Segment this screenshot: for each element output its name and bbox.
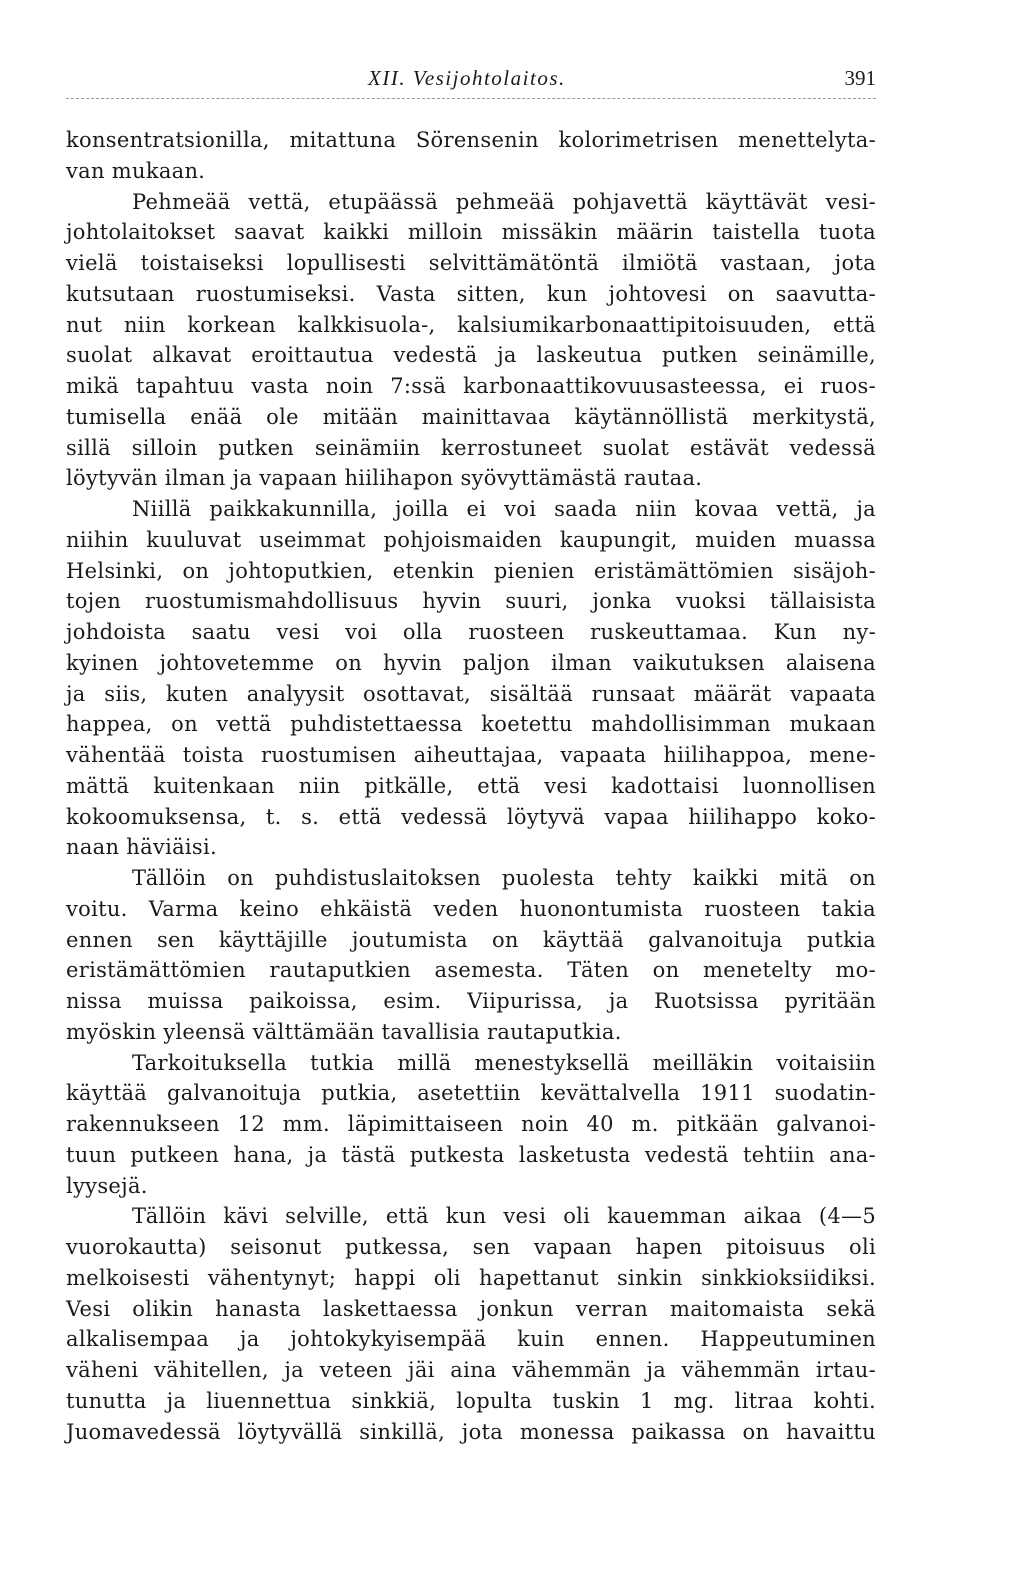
text-line: kutsutaan ruostumiseksi. Vasta sitten, kun johtovesi on saavutta-: [66, 281, 876, 306]
body-text: [66, 125, 876, 1447]
text-line: Tällöin kävi selville, että kun vesi oli kauemman aikaa (4—5: [132, 1204, 876, 1229]
page-number: 391: [844, 66, 876, 90]
text-line: Pehmeää vettä, etupäässä pehmeää pohjavettä käyttävät vesi-: [132, 189, 876, 214]
text-line: mättä kuitenkaan niin pitkälle, että vesi kadottaisi luonnollisen: [66, 773, 876, 798]
text-line: tuun putkeen hana, ja tästä putkesta lasketusta vedestä tehtiin ana-: [66, 1142, 876, 1167]
text-line: ennen sen käyttäjille joutumista on käyttää galvanoituja putkia: [66, 927, 876, 952]
text-line: tumisella enää ole mitään mainittavaa käytännöllistä merkitystä,: [66, 404, 876, 429]
text-line: Helsinki, on johtoputkien, etenkin pienien eristämättömien sisäjoh-: [66, 558, 876, 583]
text-line: suolat alkavat eroittautua vedestä ja laskeutua putken seinämille,: [66, 343, 876, 368]
text-line: Tarkoituksella tutkia millä menestyksellä meilläkin voitaisiin: [132, 1050, 876, 1075]
text-line: naan häviäisi.: [66, 835, 217, 860]
text-line: tunutta ja liuennettua sinkkiä, lopulta tuskin 1 mg. litraa kohti.: [66, 1388, 876, 1413]
text-line: väheni vähitellen, ja veteen jäi aina vähemmän ja vähemmän irtau-: [66, 1358, 876, 1382]
text-line: kyinen johtovetemme on hyvin paljon ilman vaikutuksen alaisena: [66, 650, 876, 675]
text-line: vuorokautta) seisonut putkessa, sen vapaan hapen pitoisuus oli: [66, 1235, 876, 1259]
text-line: van mukaan.: [66, 158, 206, 183]
text-line: nissa muissa paikoissa, esim. Viipurissa, ja Ruotsissa pyritään: [66, 989, 876, 1013]
text-line: mikä tapahtuu vasta noin 7:ssä karbonaattikovuusasteessa, ei ruos-: [66, 374, 876, 398]
text-line: Juomavedessä löytyvällä sinkillä, jota monessa paikassa on havaittu: [66, 1419, 876, 1444]
text-line: nut niin korkean kalkkisuola-, kalsiumikarbonaattipitoisuuden, että: [66, 312, 876, 337]
text-line: löytyvän ilman ja vapaan hiilihapon syövyttämästä rautaa.: [66, 466, 703, 491]
text-line: konsentratsionilla, mitattuna Sörensenin kolorimetrisen menettelyta-: [66, 128, 876, 152]
text-line: johdoista saatu vesi voi olla ruosteen ruskeuttamaa. Kun ny-: [66, 620, 876, 644]
text-line: lyysejä.: [66, 1173, 148, 1198]
text-line: vielä toistaiseksi lopullisesti selvittämätöntä ilmiötä vastaan, jota: [66, 251, 876, 275]
text-line: rakennukseen 12 mm. läpimittaiseen noin 40 m. pitkään galvanoi-: [66, 1112, 876, 1136]
text-line: voitu. Varma keino ehkäistä veden huonontumista ruosteen takia: [66, 896, 876, 921]
text-line: käyttää galvanoituja putkia, asetettiin kevättalvella 1911 suodatin-: [66, 1081, 876, 1106]
text-line: johtolaitokset saavat kaikki milloin missäkin määrin taistella tuota: [66, 220, 876, 245]
text-line: sillä silloin putken seinämiin kerrostuneet suolat estävät vedessä: [66, 435, 876, 460]
text-line: melkoisesti vähentynyt; happi oli hapettanut sinkin sinkkioksiidiksi.: [66, 1265, 876, 1290]
text-line: Niillä paikkakunnilla, joilla ei voi saada niin kovaa vettä, ja: [132, 497, 876, 521]
text-line: eristämättömien rautaputkien asemesta. Täten on menetelty mo-: [66, 958, 876, 983]
text-line: ja siis, kuten analyysit osottavat, sisältää runsaat määrät vapaata: [66, 681, 876, 706]
text-line: alkalisempaa ja johtokykyisempää kuin ennen. Happeutuminen: [66, 1327, 876, 1352]
chapter-title: XII. Vesijohtolaitos.: [368, 66, 566, 90]
text-line: myöskin yleensä välttämään tavallisia rautaputkia.: [66, 1019, 622, 1044]
running-header: [66, 66, 876, 99]
text-line: vähentää toista ruostumisen aiheuttajaa, vapaata hiilihappoa, mene-: [66, 743, 876, 767]
text-line: Tällöin on puhdistuslaitoksen puolesta tehty kaikki mitä on: [132, 866, 876, 890]
text-line: happea, on vettä puhdistettaessa koetettu mahdollisimman mukaan: [66, 712, 876, 737]
text-line: tojen ruostumismahdollisuus hyvin suuri, jonka vuoksi tällaisista: [66, 589, 876, 614]
text-line: niihin kuuluvat useimmat pohjoismaiden kaupungit, muiden muassa: [66, 527, 876, 552]
text-line: kokoomuksensa, t. s. että vedessä löytyvä vapaa hiilihappo koko-: [66, 804, 876, 829]
text-line: Vesi olikin hanasta laskettaessa jonkun verran maitomaista sekä: [66, 1296, 876, 1321]
